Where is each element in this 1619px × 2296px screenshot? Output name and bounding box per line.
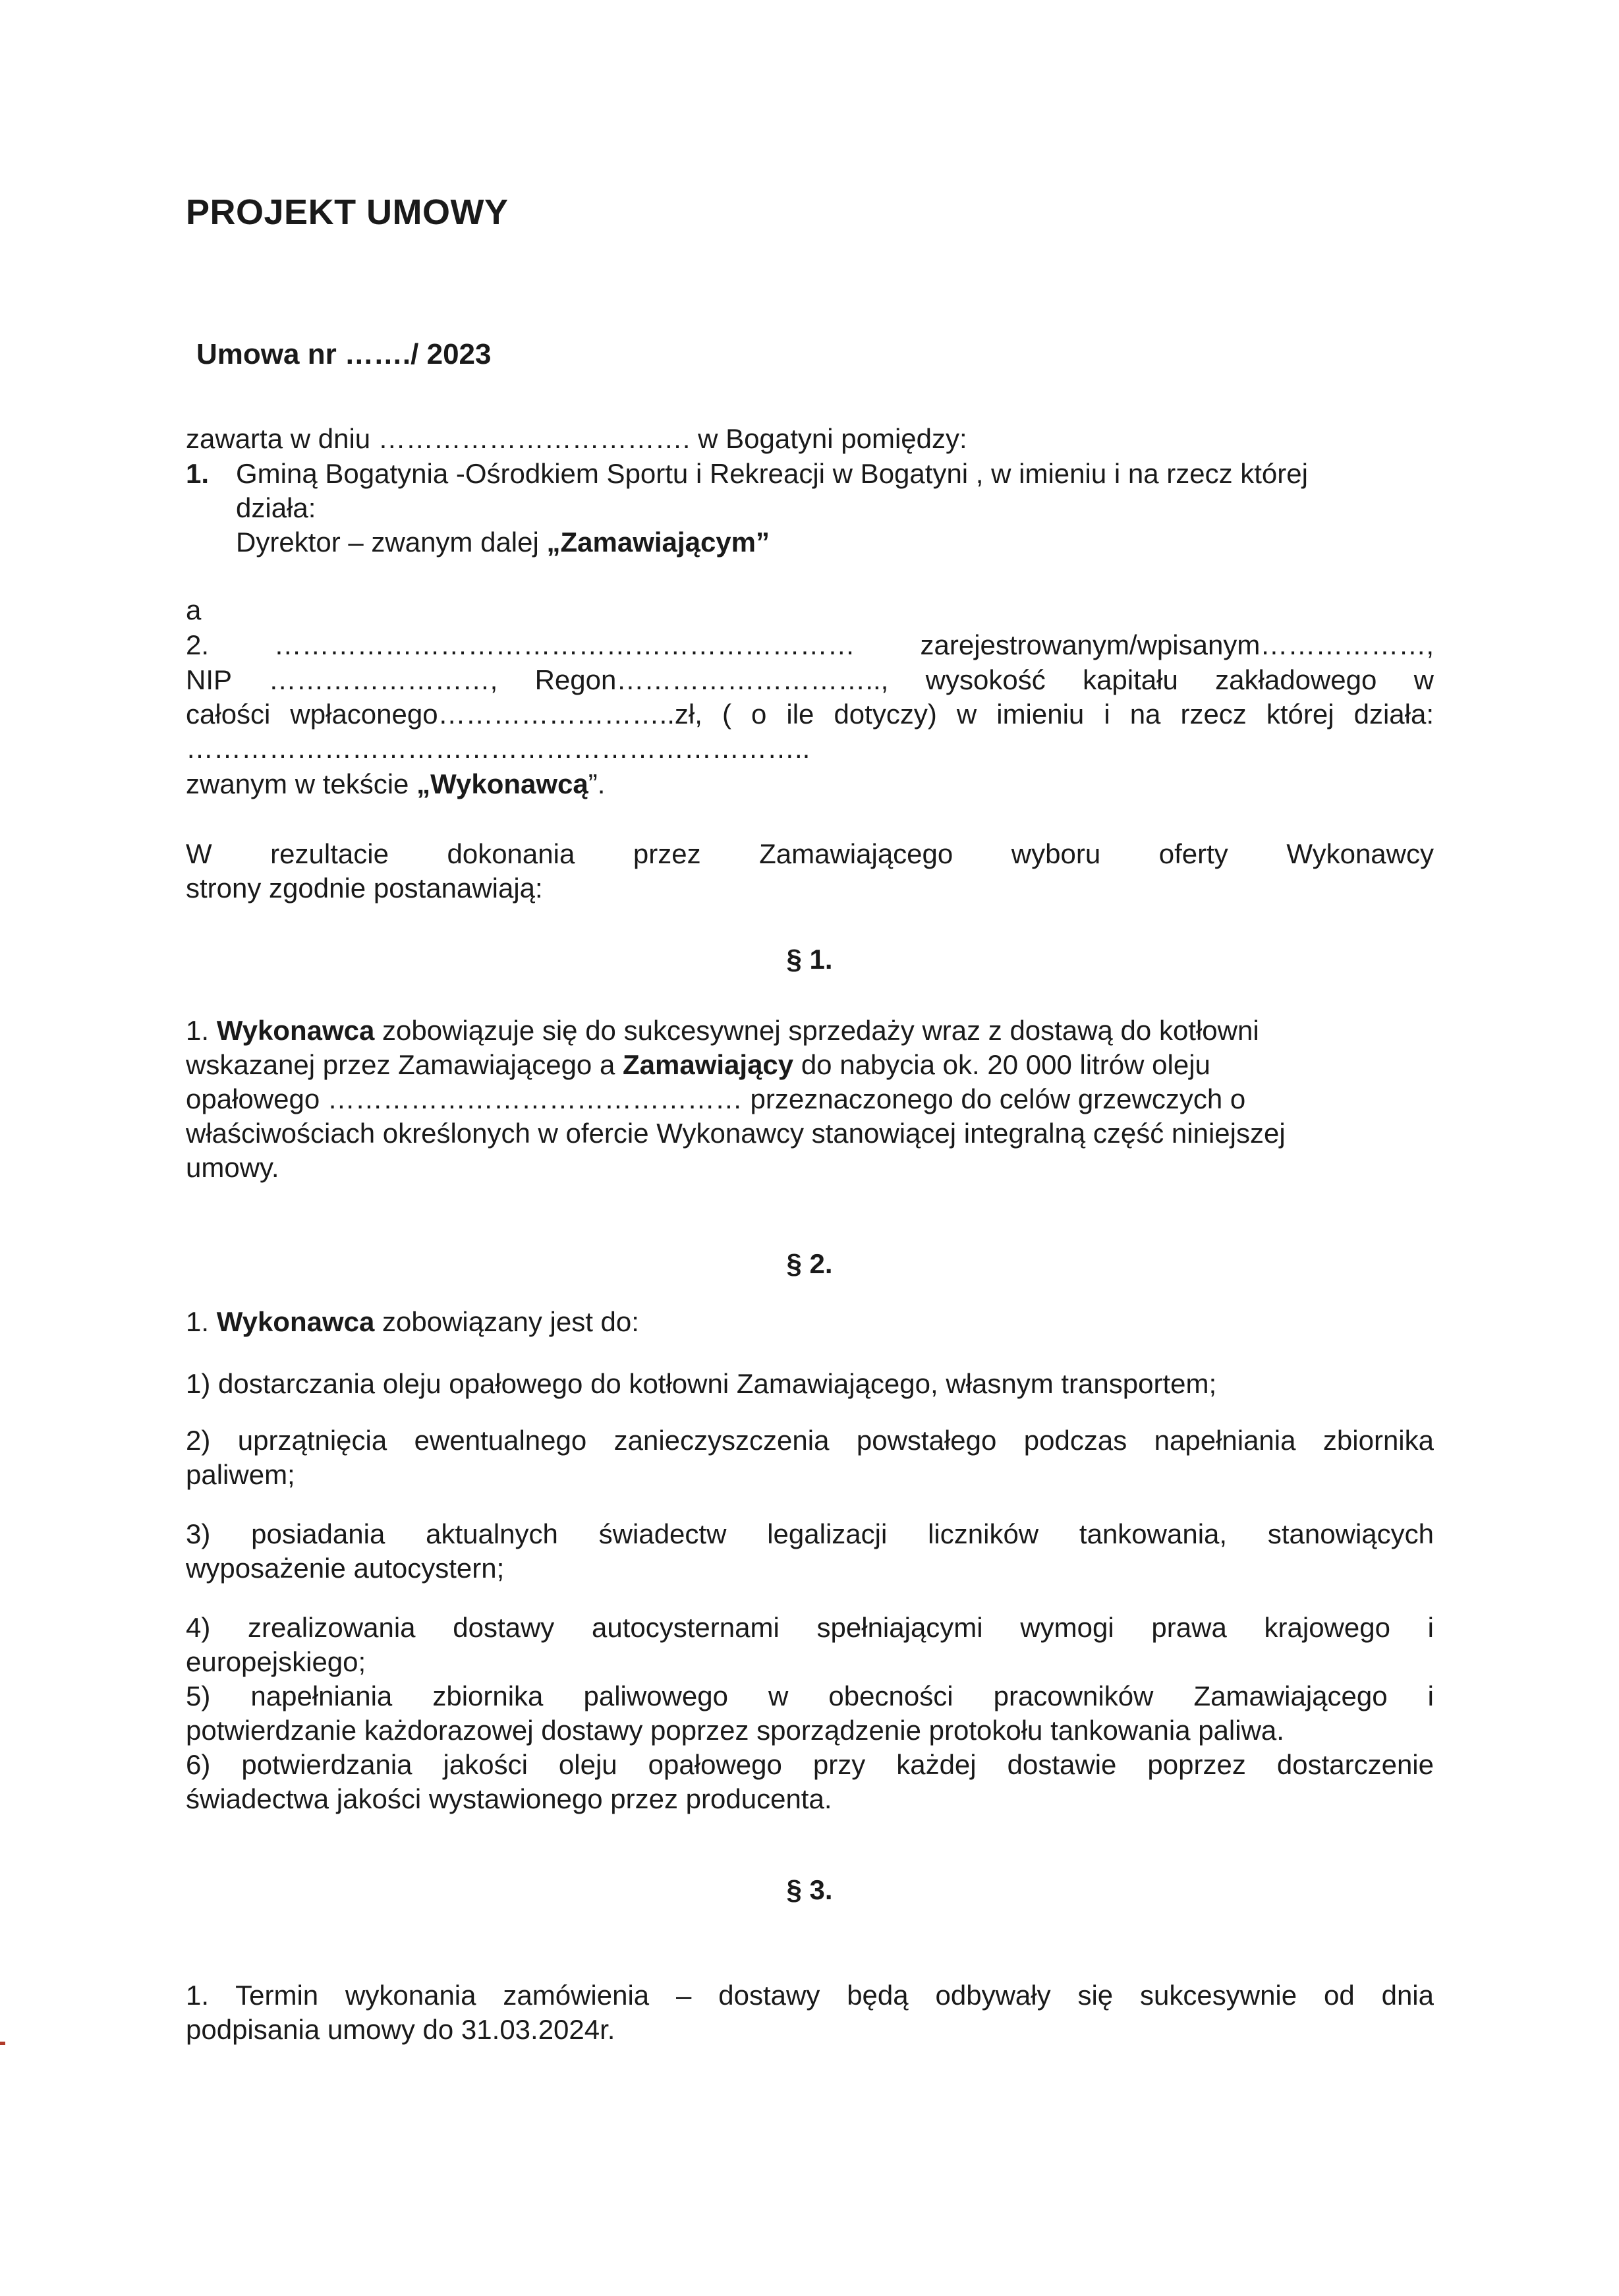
margin-mark <box>0 2042 5 2045</box>
result-line2: strony zgodnie postanawiają: <box>186 873 543 904</box>
sec3-line2: podpisania umowy do 31.03.2024r. <box>186 2014 615 2045</box>
sec2-intro <box>186 1305 639 1339</box>
sec1-line1 <box>186 1014 1259 1048</box>
conjunction-a: a <box>186 594 202 625</box>
sec2-item-4-line1: 4) zrealizowania dostawy autocysternami spełniającymi wymogi prawa krajowego i <box>186 1612 1434 1643</box>
party2-line1: 2. ……………………………………………………… zarejestrowanym/wpisanym………………, <box>186 629 1434 660</box>
party1-line3-text: Dyrektor – zwanym dalej <box>236 527 547 558</box>
sec1-line1-num: 1. <box>186 1015 217 1046</box>
sec3-line1: 1. Termin wykonania zamówienia – dostawy będą odbywały się sukcesywnie od dnia <box>186 1980 1434 2011</box>
sec2-item-1: 1) dostarczania oleju opałowego do kotłowni Zamawiającego, własnym transportem; <box>186 1368 1217 1399</box>
sec2-item-3-line2: wyposażenie autocystern; <box>186 1553 505 1584</box>
party2-line5-text: zwanym w tekście <box>186 768 417 799</box>
sec2-item-5-line1: 5) napełniania zbiornika paliwowego w obecności pracowników Zamawiającego i <box>186 1680 1434 1711</box>
wykonawca-term: „Wykonawcą <box>416 768 588 799</box>
sec2-intro-text: zobowiązany jest do: <box>374 1306 639 1337</box>
result-line1: W rezultacie dokonania przez Zamawiającego wyboru oferty Wykonawcy <box>186 838 1434 869</box>
intro-line: zawarta w dniu ……………………………. w Bogatyni pomiędzy: <box>186 423 967 454</box>
sec1-line5: umowy. <box>186 1152 279 1183</box>
sec2-item-3-line1: 3) posiadania aktualnych świadectw legalizacji liczników tankowania, stanowiących <box>186 1518 1434 1549</box>
section-2-heading: § 2. <box>786 1248 833 1279</box>
sec1-line3: opałowego ……………………………………… przeznaczonego do celów grzewczych o <box>186 1083 1246 1114</box>
party2-line5-end: ”. <box>588 768 606 799</box>
sec1-line2-text-b: do nabycia ok. 20 000 litrów oleju <box>793 1049 1210 1080</box>
party2-line5 <box>186 767 605 801</box>
sec2-item-6-line2: świadectwa jakości wystawionego przez producenta. <box>186 1783 832 1814</box>
party2-line3: całości wpłaconego……………………..zł, ( o ile dotyczy) w imieniu i na rzecz której działa: <box>186 699 1434 730</box>
sec2-item-5-line2: potwierdzanie każdorazowej dostawy poprzez sporządzenie protokołu tankowania paliwa. <box>186 1715 1284 1746</box>
party2-line4: ………………………………………………………….. <box>186 733 810 764</box>
sec2-intro-bold: Wykonawca <box>216 1306 375 1337</box>
sec1-line2-bold: Zamawiający <box>622 1049 794 1080</box>
sec2-item-4-line2: europejskiego; <box>186 1646 366 1677</box>
sec2-item-2-line1: 2) uprzątnięcia ewentualnego zanieczyszczenia powstałego podczas napełniania zbiornika <box>186 1425 1434 1456</box>
sec2-item-2-line2: paliwem; <box>186 1459 295 1490</box>
sec1-line1-text: zobowiązuje się do sukcesywnej sprzedaży wraz z dostawą do kotłowni <box>374 1015 1259 1046</box>
party1-line3 <box>236 525 770 560</box>
party1-number: 1. <box>186 458 210 489</box>
sec1-line1-bold: Wykonawca <box>216 1015 375 1046</box>
contract-number: Umowa nr ……./ 2023 <box>196 338 492 370</box>
sec2-intro-num: 1. <box>186 1306 217 1337</box>
sec1-line2-text-a: wskazanej przez Zamawiającego a <box>186 1049 623 1080</box>
sec1-line2 <box>186 1048 1210 1082</box>
section-1-heading: § 1. <box>786 944 833 975</box>
zamawiajacy-term: „Zamawiającym” <box>546 527 770 558</box>
document-title: PROJEKT UMOWY <box>186 192 509 232</box>
sec2-item-6-line1: 6) potwierdzania jakości oleju opałowego przy każdej dostawie poprzez dostarczenie <box>186 1749 1434 1780</box>
section-3-heading: § 3. <box>786 1874 833 1905</box>
sec1-line4: właściwościach określonych w ofercie Wykonawcy stanowiącej integralną część niniejszej <box>186 1118 1286 1149</box>
party2-line2: NIP ……………………, Regon……………………….., wysokość kapitału zakładowego w <box>186 664 1434 695</box>
party1-line1: Gminą Bogatynia -Ośrodkiem Sportu i Rekreacji w Bogatyni , w imieniu i na rzecz której <box>236 458 1308 489</box>
party1-line2: działa: <box>236 492 316 523</box>
